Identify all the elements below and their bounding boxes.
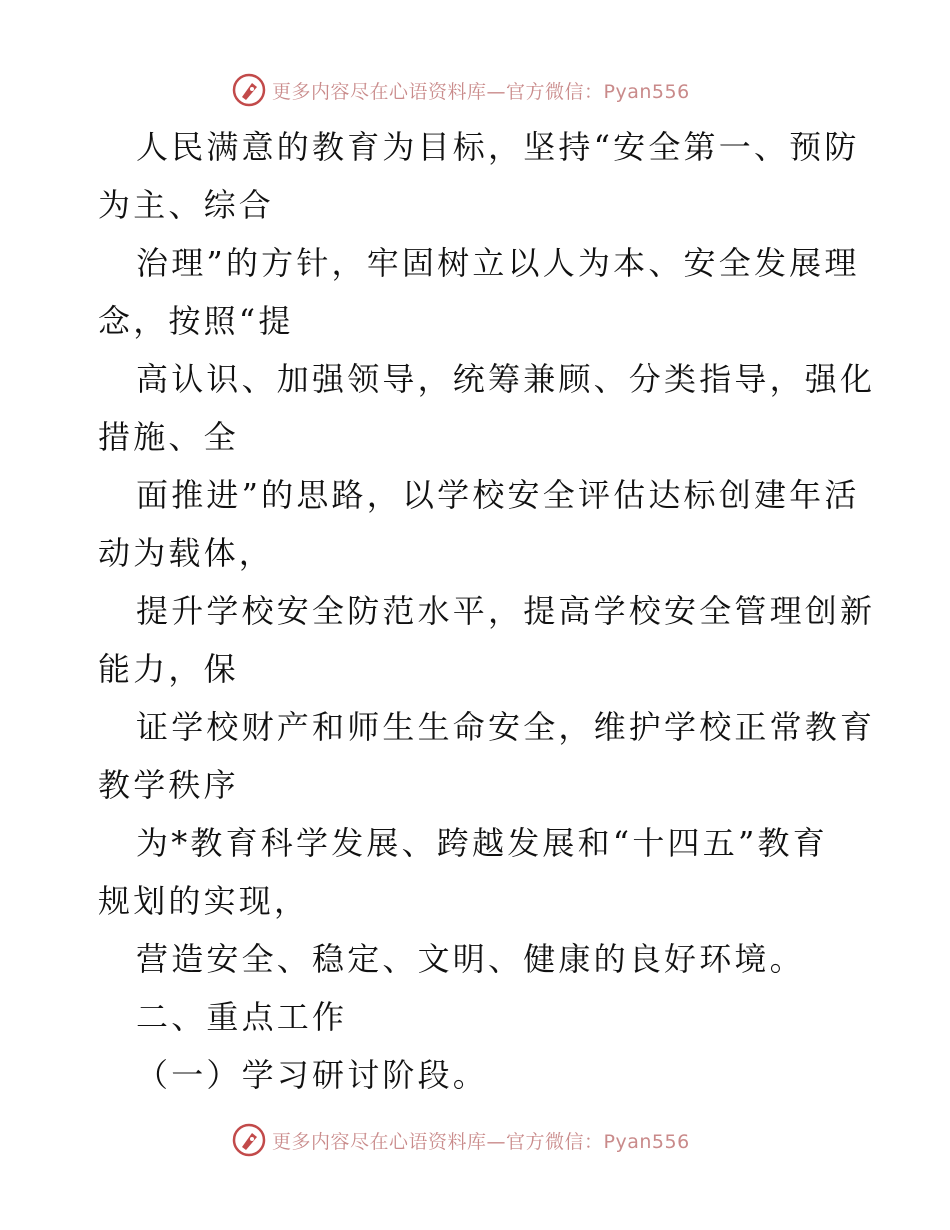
pen-nib-logo-icon (232, 1123, 266, 1157)
footer-watermark (232, 1120, 752, 1160)
body-line: 动为载体， (98, 534, 275, 572)
body-line: 规划的实现， (98, 882, 310, 920)
body-line: 能力，保 (98, 650, 239, 688)
watermark-text: 更多内容尽在心语资料库—官方微信：Pyan556 (272, 80, 690, 103)
body-line: 念，按照“提 (98, 302, 294, 340)
body-line: 为*教育科学发展、跨越发展和“十四五”教育 (136, 824, 828, 862)
pen-nib-logo-icon (232, 73, 266, 107)
subsection-heading: （一）学习研讨阶段。 (136, 1056, 489, 1094)
body-line: 治理”的方针，牢固树立以人为本、安全发展理 (136, 244, 860, 282)
section-heading: 二、重点工作 (136, 998, 348, 1036)
body-line: 高认识、加强领导，统筹兼顾、分类指导，强化 (136, 360, 876, 398)
watermark-text: 更多内容尽在心语资料库—官方微信：Pyan556 (272, 1130, 690, 1153)
body-line: 措施、全 (98, 418, 239, 456)
body-line: 人民满意的教育为目标，坚持“安全第一、预防 (136, 128, 860, 166)
header-watermark (232, 70, 752, 110)
body-line: 为主、综合 (98, 186, 275, 224)
body-line: 面推进”的思路，以学校安全评估达标创建年活 (136, 476, 860, 514)
document-body (98, 118, 876, 1104)
body-line: 提升学校安全防范水平，提高学校安全管理创新 (136, 592, 876, 630)
body-line: 证学校财产和师生生命安全，维护学校正常教育 (136, 708, 876, 746)
body-line: 教学秩序 (98, 766, 239, 804)
body-line: 营造安全、稳定、文明、健康的良好环境。 (136, 940, 805, 978)
